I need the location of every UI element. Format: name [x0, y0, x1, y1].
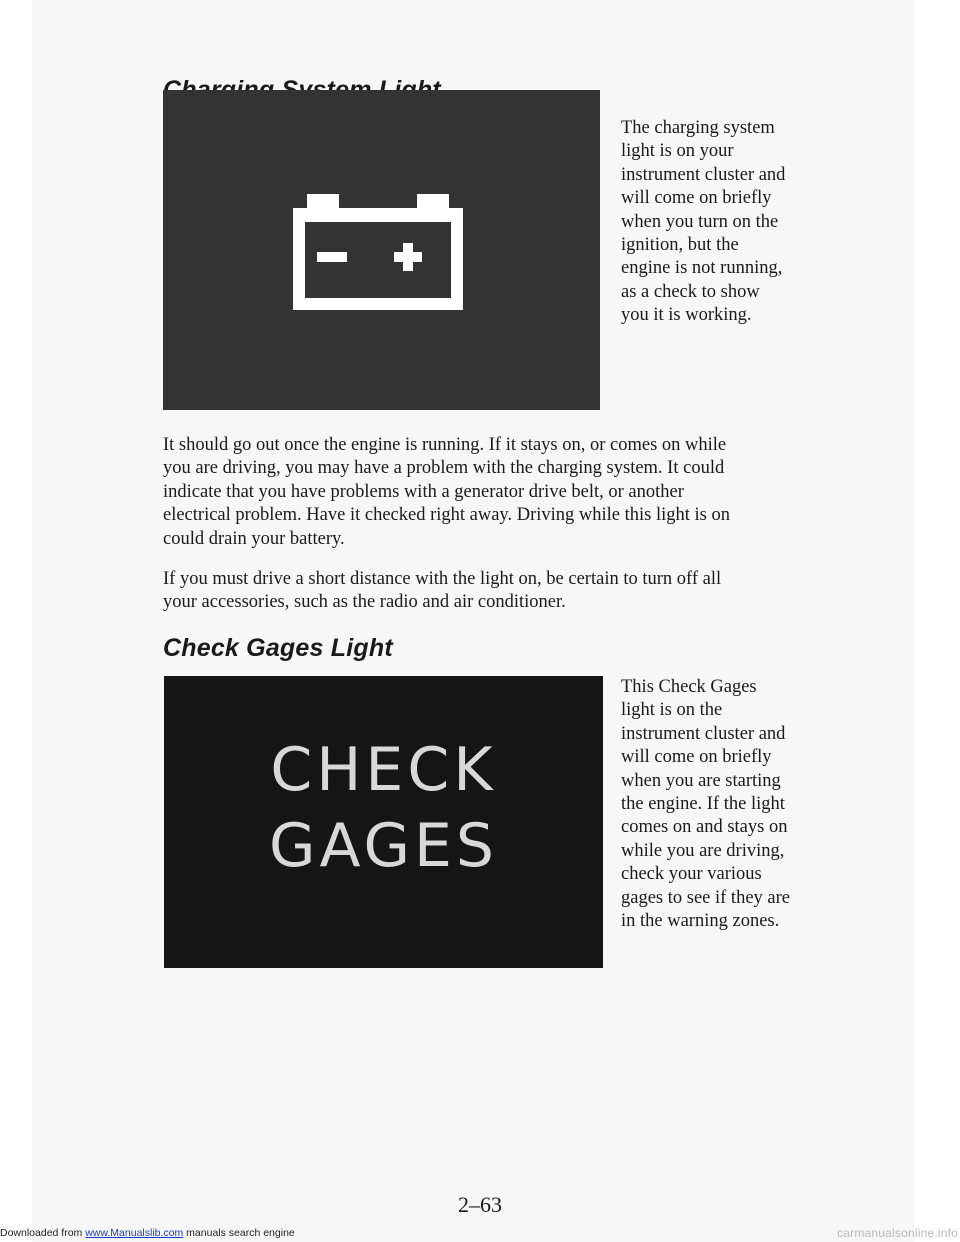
footer-prefix: Downloaded from [0, 1227, 86, 1239]
gages-word: GAGES [269, 811, 498, 881]
text-line: gages to see if they are [621, 887, 790, 908]
watermark: carmanualsonline.info [837, 1226, 958, 1240]
text-line: could drain your battery. [163, 528, 345, 549]
check-gages-panel [164, 676, 603, 968]
text-line: the engine. If the light [621, 794, 785, 815]
text-line: ignition, but the [621, 235, 739, 256]
text-line: This Check Gages [621, 677, 757, 697]
text-line: your accessories, such as the radio and air conditioner. [163, 592, 566, 613]
text-line: light is on your [621, 141, 734, 162]
text-line: while you are driving, [621, 840, 785, 861]
text-line: instrument cluster and [621, 723, 786, 744]
check-word: CHECK [270, 735, 497, 805]
text-line: you it is working. [621, 305, 752, 326]
text-line: The charging system [621, 118, 775, 138]
charging-paragraph-2 [163, 568, 823, 615]
text-line: as a check to show [621, 281, 760, 302]
text-line: will come on briefly [621, 747, 772, 768]
text-line: indicate that you have problems with a generator drive belt, or another [163, 481, 684, 502]
battery-icon [293, 194, 463, 310]
text-line: will come on briefly [621, 188, 772, 209]
text-line: check your various [621, 864, 762, 885]
text-line: electrical problem. Have it checked right away. Driving while this light is on [163, 505, 730, 526]
text-line: engine is not running, [621, 258, 783, 279]
text-line: light is on the [621, 700, 723, 721]
charging-paragraph-1 [163, 434, 823, 551]
section-heading-check-gages: Check Gages Light [163, 634, 393, 662]
text-line: If you must drive a short distance with the light on, be certain to turn off all [163, 569, 722, 589]
download-footer [0, 1227, 295, 1239]
text-line: when you turn on the [621, 211, 779, 232]
text-line: comes on and stays on [621, 817, 788, 838]
manualslib-link[interactable]: www.Manualslib.com [85, 1227, 184, 1239]
page-number: 2–63 [458, 1192, 502, 1217]
check-gages-side-text [621, 676, 790, 933]
text-line: instrument cluster and [621, 164, 786, 185]
charging-light-panel [163, 90, 600, 410]
footer-suffix: manuals search engine [183, 1227, 295, 1239]
charging-side-text [621, 117, 785, 328]
text-line: when you are starting [621, 770, 781, 791]
text-line: in the warning zones. [621, 911, 780, 932]
text-line: you are driving, you may have a problem with the charging system. It could [163, 458, 725, 479]
text-line: It should go out once the engine is running. If it stays on, or comes on while [163, 435, 727, 455]
